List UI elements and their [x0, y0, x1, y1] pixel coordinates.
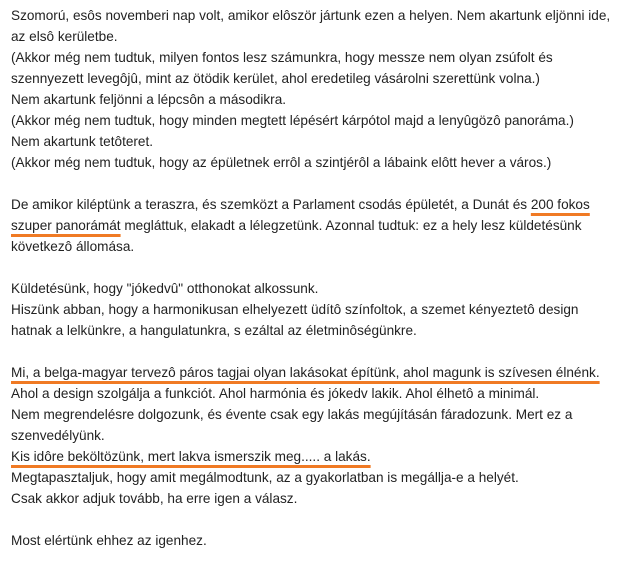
- text-line: [11, 425, 636, 446]
- text-line: [11, 110, 636, 131]
- text-segment: Hiszünk abban, hogy a harmonikusan elhelyezett üdítô színfoltok, a szemet kényeztetô design: [11, 302, 579, 317]
- text-line: [11, 194, 636, 215]
- text-segment: (Akkor még nem tudtuk, hogy az épületnek errôl a szintjérôl a lábaink elôtt hever a város.): [11, 155, 552, 170]
- text-line: [11, 446, 636, 467]
- text-segment: (Akkor még nem tudtuk, hogy minden megtett lépésért kárpótol majd a lenyûgözô panoráma.): [11, 113, 574, 128]
- paragraph-closing: [11, 530, 636, 551]
- text-segment: Nem akartunk tetôteret.: [11, 134, 154, 149]
- text-segment: Csak akkor adjuk tovább, ha erre igen a válasz.: [11, 491, 298, 506]
- paragraph-terrace: [11, 194, 636, 257]
- text-line: [11, 278, 636, 299]
- text-segment: Küldetésünk, hogy "jókedvû" otthonokat alkossunk.: [11, 281, 319, 296]
- text-line: [11, 320, 636, 341]
- text-segment: De amikor kiléptünk a teraszra, és szemközt a Parlament csodás épületét, a Dunát és: [11, 197, 531, 212]
- text-segment: megláttuk, elakadt a lélegzetünk. Azonnal tudtuk: ez a hely lesz küldetésünk: [120, 218, 582, 233]
- text-line: [11, 89, 636, 110]
- text-segment: Ahol a design szolgálja a funkciót. Ahol harmónia és jókedv lakik. Ahol élhetô a minimál.: [11, 386, 540, 401]
- text-line: [11, 383, 636, 404]
- text-segment: Nem megrendelésre dolgozunk, és évente csak egy lakás megújításán fáradozunk. Mert ez a: [11, 407, 573, 422]
- paragraph-spacer: [11, 173, 636, 194]
- text-line: [11, 26, 636, 47]
- text-segment: szennyezett levegôjû, mint az ötödik kerület, ahol eredetileg vásárolni szerettünk volna.): [11, 71, 540, 86]
- text-line: [11, 215, 636, 236]
- highlighted-text: szuper panorámát: [11, 218, 121, 233]
- text-segment: Nem akartunk feljönni a lépcsôn a másodikra.: [11, 92, 287, 107]
- document-body: [11, 5, 636, 551]
- text-line: [11, 362, 636, 383]
- text-segment: Megtapasztaljuk, hogy amit megálmodtunk, az a gyakorlatban is megállja-e a helyét.: [11, 470, 519, 485]
- text-line: [11, 530, 636, 551]
- highlighted-text: Mi, a belga-magyar tervezô páros tagjai olyan lakásokat építünk, ahol magunk is szívesen élnénk.: [11, 365, 600, 380]
- text-line: [11, 68, 636, 89]
- text-line: [11, 5, 636, 26]
- text-line: [11, 152, 636, 173]
- text-segment: Szomorú, esôs novemberi nap volt, amikor elôször jártunk ezen a helyen. Nem akartunk eljönni ide,: [11, 8, 611, 23]
- text-segment: (Akkor még nem tudtuk, milyen fontos lesz számunkra, hogy messze nem olyan zsúfolt és: [11, 50, 553, 65]
- paragraph-mission: [11, 278, 636, 341]
- text-line: [11, 236, 636, 257]
- text-segment: következô állomása.: [11, 239, 135, 254]
- text-line: [11, 404, 636, 425]
- paragraph-spacer: [11, 257, 636, 278]
- highlighted-text: Kis idôre beköltözünk, mert lakva ismerszik meg..... a lakás.: [11, 449, 371, 464]
- text-segment: Most elértünk ehhez az igenhez.: [11, 533, 207, 548]
- paragraph-designers: [11, 362, 636, 509]
- text-line: [11, 467, 636, 488]
- paragraph-first-visit: [11, 5, 636, 173]
- paragraph-spacer: [11, 509, 636, 530]
- text-line: [11, 488, 636, 509]
- text-segment: az elsô kerületbe.: [11, 29, 118, 44]
- text-line: [11, 47, 636, 68]
- text-line: [11, 299, 636, 320]
- highlighted-text: 200 fokos: [530, 197, 590, 212]
- text-segment: szenvedélyünk.: [11, 428, 105, 443]
- text-line: [11, 131, 636, 152]
- text-segment: hatnak a lelkünkre, a hangulatunkra, s ezáltal az életminôségünkre.: [11, 323, 417, 338]
- paragraph-spacer: [11, 341, 636, 362]
